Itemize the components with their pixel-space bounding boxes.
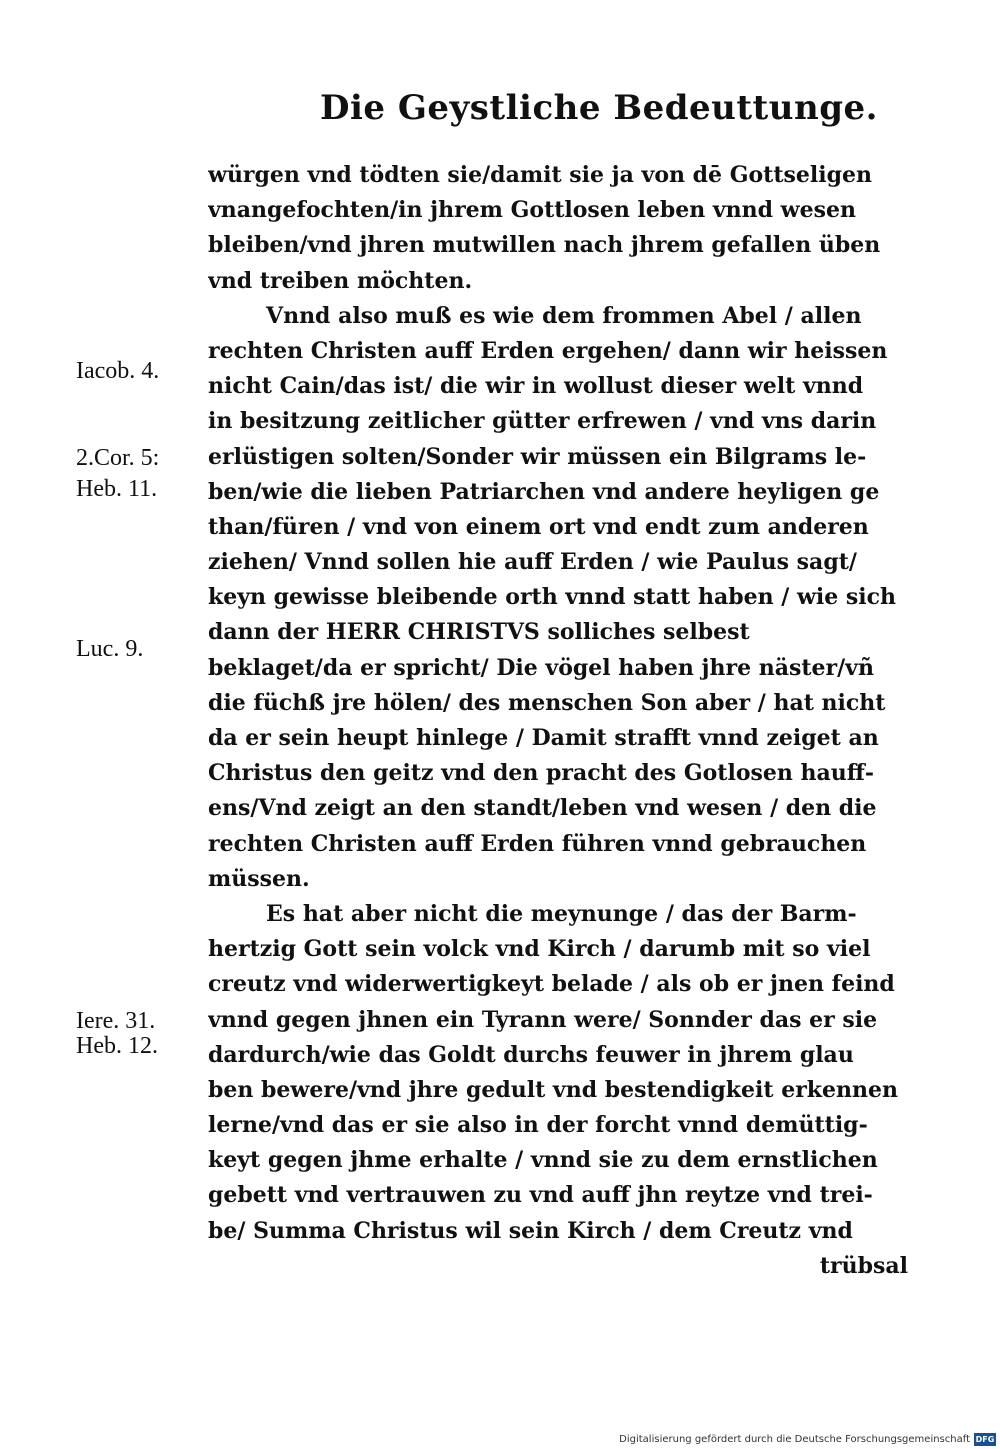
body-text <box>208 158 908 1284</box>
text-line: vnangefochten/in jhrem Gottlosen leben vnnd wesen <box>208 197 856 224</box>
text-line: nicht Cain/das ist/ die wir in wollust dieser welt vnnd <box>208 373 864 400</box>
text-line: vnnd gegen jhnen ein Tyrann were/ Sonnder das er sie <box>208 1006 878 1033</box>
margin-note: Heb. 12. <box>76 1033 158 1059</box>
text-line: dardurch/wie das Goldt durchs feuwer in jhrem glau <box>208 1041 854 1068</box>
text-line: ben/wie die lieben Patriarchen vnd andere heyligen ge <box>208 478 880 505</box>
footer-credit: Digitalisierung gefördert durch die Deutsche Forschungsgemeinschaft <box>619 1433 970 1445</box>
catchword: trübsal <box>819 1252 908 1279</box>
margin-note: Iere. 31. <box>76 1008 156 1034</box>
text-line: beklaget/da er spricht/ Die vögel haben jhre näster/vñ <box>208 654 874 681</box>
running-head: Die Geystliche Bedeuttunge. <box>320 88 878 128</box>
text-line: Vnnd also muß es wie dem frommen Abel / allen <box>266 302 862 329</box>
text-line: müssen. <box>208 865 310 892</box>
text-line: creutz vnd widerwertigkeyt belade / als ob er jnen feind <box>208 971 895 998</box>
text-line: vnd treiben möchten. <box>208 267 473 294</box>
text-line: Es hat aber nicht die meynunge / das der Barm- <box>266 900 857 927</box>
text-line: in besitzung zeitlicher gütter erfrewen / vnd vns darin <box>208 408 877 435</box>
text-line: ben bewere/vnd jhre gedult vnd bestendigkeit erkennen <box>208 1076 899 1103</box>
text-line: gebett vnd vertrauwen zu vnd auff jhn reytze vnd trei- <box>208 1182 873 1209</box>
text-line: die füchß jre hölen/ des menschen Son aber / hat nicht <box>208 689 886 716</box>
text-line: bleiben/vnd jhren mutwillen nach jhrem gefallen üben <box>208 232 881 259</box>
text-line: rechten Christen auff Erden ergehen/ dann wir heissen <box>208 337 888 364</box>
text-line: erlüstigen solten/Sonder wir müssen ein Bilgrams le- <box>208 443 867 470</box>
text-line: hertzig Gott sein volck vnd Kirch / darumb mit so viel <box>208 936 871 963</box>
text-line: Christus den geitz vnd den pracht des Gotlosen hauff- <box>208 760 874 787</box>
text-line: than/füren / vnd von einem ort vnd endt zum anderen <box>208 513 869 540</box>
margin-note: 2.Cor. 5: <box>76 445 160 471</box>
text-line: be/ Summa Christus wil sein Kirch / dem Creutz vnd <box>208 1217 853 1244</box>
text-line: rechten Christen auff Erden führen vnnd gebrauchen <box>208 830 867 857</box>
text-line: da er sein heupt hinlege / Damit strafft vnnd zeiget an <box>208 725 879 751</box>
text-line: ziehen/ Vnnd sollen hie auff Erden / wie Paulus sagt/ <box>208 549 857 576</box>
footer <box>604 1431 996 1447</box>
margin-note: Iacob. 4. <box>76 358 160 384</box>
margin-note: Luc. 9. <box>76 636 144 662</box>
dfg-logo-icon: DFG <box>975 1434 995 1444</box>
text-line: keyn gewisse bleibende orth vnnd statt haben / wie sich <box>208 584 897 611</box>
text-line: dann der HERR CHRISTVS solliches selbest <box>208 619 750 646</box>
text-line: keyt gegen jhme erhalte / vnnd sie zu dem ernstlichen <box>208 1147 878 1174</box>
text-line: würgen vnd tödten sie/damit sie ja von dē Gottseligen <box>208 162 872 188</box>
text-line: lerne/vnd das er sie also in der forcht vnnd demüttig- <box>208 1112 868 1139</box>
text-line: ens/Vnd zeigt an den standt/leben vnd wesen / den die <box>208 795 877 822</box>
margin-note: Heb. 11. <box>76 476 158 502</box>
